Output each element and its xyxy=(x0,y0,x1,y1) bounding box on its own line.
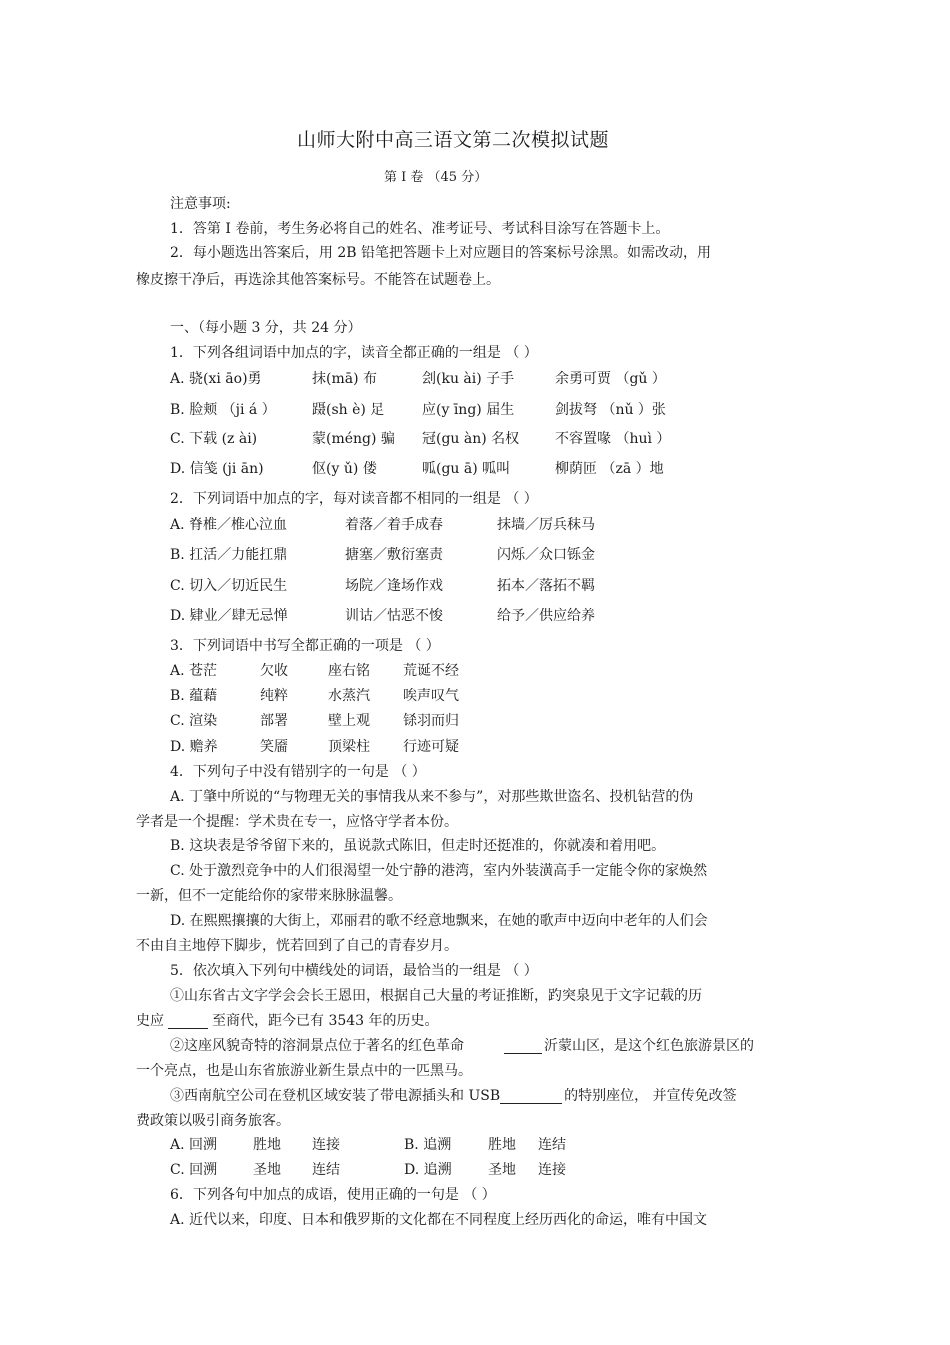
q4-option-d-cont: 不由自主地停下脚步，恍若回到了自己的青春岁月。 xyxy=(136,938,458,954)
q5-sentence-3-text-post: 的特别座位， 并宣传免改签 xyxy=(564,1088,737,1104)
q1-option-b-4: 剑拔弩 （nǔ ）张 xyxy=(555,402,666,418)
q1-option-a-2: 抹(mā) 布 xyxy=(312,371,377,387)
q2-option-b-2: 搪塞／敷衍塞责 xyxy=(345,547,443,563)
q6-stem: 6．下列各句中加点的成语，使用正确的一句是 （ ） xyxy=(170,1187,496,1203)
paper-subtitle: 第 I 卷 （45 分） xyxy=(384,170,488,185)
q5-option-d-3: 连接 xyxy=(538,1162,566,1178)
q1-option-a-1: A. 骁(xi āo)勇 xyxy=(170,371,262,387)
notice-item-1: 1．答第 I 卷前，考生务必将自己的姓名、准考证号、考试科目涂写在答题卡上。 xyxy=(170,221,670,237)
q5-option-a-2: 胜地 xyxy=(253,1137,281,1153)
q5-sentence-3 xyxy=(170,1089,737,1104)
q5-sentence-2-text-post: 沂蒙山区，是这个红色旅游景区的 xyxy=(544,1038,754,1054)
q1-option-c-3: 冠(gu àn) 名权 xyxy=(422,431,520,447)
q3-option-b-4: 唉声叹气 xyxy=(403,688,459,704)
q1-option-b-1: B. 脸颊 （ji á ） xyxy=(170,402,276,418)
answer-blank-3 xyxy=(500,1089,562,1104)
q5-option-c-2: 圣地 xyxy=(253,1162,281,1178)
q3-option-c-3: 壁上观 xyxy=(328,713,370,729)
q2-option-d-1: D. 肄业／肆无忌惮 xyxy=(170,608,288,624)
q2-option-b-3: 闪烁／众口铄金 xyxy=(497,547,595,563)
q1-option-c-2: 蒙(méng) 骗 xyxy=(312,431,395,447)
q3-option-a-1: A. 苍茫 xyxy=(170,663,218,679)
q5-option-b-2: 胜地 xyxy=(488,1137,516,1153)
notice-item-2-cont: 橡皮擦干净后，再选涂其他答案标号。不能答在试题卷上。 xyxy=(136,272,500,288)
notice-heading: 注意事项: xyxy=(170,196,231,212)
q2-option-a-3: 抹墙／厉兵秣马 xyxy=(497,517,595,533)
section-heading: 一、（每小题 3 分，共 24 分） xyxy=(170,320,362,336)
q5-option-a-3: 连接 xyxy=(312,1137,340,1153)
q4-option-d: D. 在熙熙攘攘的大街上，邓丽君的歌不经意地飘来，在她的歌声中迈向中老年的人们会 xyxy=(170,913,708,929)
q5-sentence-1-text-post: 至商代，距今已有 3543 年的历史。 xyxy=(212,1013,439,1029)
q3-option-d-1: D. 赡养 xyxy=(170,739,218,755)
notice-item-2: 2．每小题选出答案后，用 2B 铅笔把答题卡上对应题目的答案标号涂黑。如需改动，用 xyxy=(170,245,712,261)
q5-stem: 5．依次填入下列句中横线处的词语，最恰当的一组是 （ ） xyxy=(170,963,538,979)
q4-option-a: A. 丁肇中所说的“与物理无关的事情我从来不参与”，对那些欺世盗名、投机钻营的伪 xyxy=(170,789,694,805)
q1-option-c-4: 不容置喙 （huì ） xyxy=(555,431,671,447)
q3-option-c-2: 部署 xyxy=(260,713,288,729)
q1-option-b-3: 应(y īng) 届生 xyxy=(422,402,515,418)
q5-sentence-2-cont: 一个亮点，也是山东省旅游业新生景点中的一匹黑马。 xyxy=(136,1063,472,1079)
q4-stem: 4．下列句子中没有错别字的一句是 （ ） xyxy=(170,764,426,780)
q1-option-d-2: 伛(y ǔ) 偻 xyxy=(312,461,377,477)
q4-option-a-cont: 学者是一个提醒：学术贵在专一，应恪守学者本份。 xyxy=(136,814,458,830)
q3-option-d-3: 顶梁柱 xyxy=(328,739,370,755)
q2-stem: 2．下列词语中加点的字，每对读音都不相同的一组是 （ ） xyxy=(170,491,538,507)
q1-option-d-3: 呱(gu ā) 呱叫 xyxy=(422,461,511,477)
q4-option-c-cont: 一新，但不一定能给你的家带来脉脉温馨。 xyxy=(136,888,402,904)
q3-option-d-4: 行迹可疑 xyxy=(403,739,459,755)
q1-option-c-1: C. 下载 (z ài) xyxy=(170,431,258,447)
q2-option-c-3: 拓本／落拓不羁 xyxy=(497,578,595,594)
q1-option-b-2: 蹑(sh è) 足 xyxy=(312,402,385,418)
q6-option-a: A. 近代以来，印度、日本和俄罗斯的文化都在不同程度上经历西化的命运，唯有中国文 xyxy=(170,1212,708,1228)
q2-option-c-1: C. 切入／切近民生 xyxy=(170,578,288,594)
answer-blank-2 xyxy=(504,1039,542,1054)
q5-option-c-1: C. 回溯 xyxy=(170,1162,218,1178)
q3-option-a-2: 欠收 xyxy=(260,663,288,679)
q1-stem: 1．下列各组词语中加点的字，读音全都正确的一组是 （ ） xyxy=(170,345,538,361)
q5-sentence-1: ①山东省古文字学会会长王恩田，根据自己大量的考证推断，趵突泉见于文字记载的历 xyxy=(170,988,702,1004)
q5-option-d-1: D. 追溯 xyxy=(404,1162,452,1178)
q5-sentence-3-text-pre: ③西南航空公司在登机区域安装了带电源插头和 USB xyxy=(170,1088,501,1104)
q3-stem: 3．下列词语中书写全都正确的一项是 （ ） xyxy=(170,638,440,654)
q2-option-b-1: B. 扛活／力能扛鼎 xyxy=(170,547,288,563)
exam-title: 山师大附中高三语文第二次模拟试题 xyxy=(297,129,610,151)
q2-option-c-2: 场院／逢场作戏 xyxy=(345,578,443,594)
q5-option-a-1: A. 回溯 xyxy=(170,1137,218,1153)
q3-option-c-4: 铩羽而归 xyxy=(403,713,459,729)
q1-option-a-3: 刽(ku ài) 子手 xyxy=(422,371,515,387)
q5-sentence-1-text-pre: 史应 xyxy=(136,1013,164,1029)
q5-sentence-2 xyxy=(170,1039,754,1054)
q2-option-a-2: 着落／着手成春 xyxy=(345,517,443,533)
q3-option-a-4: 荒诞不经 xyxy=(403,663,459,679)
q1-option-d-4: 柳荫匝 （zā ）地 xyxy=(555,461,664,477)
q5-option-c-3: 连结 xyxy=(312,1162,340,1178)
q5-option-d-2: 圣地 xyxy=(488,1162,516,1178)
q3-option-c-1: C. 渲染 xyxy=(170,713,218,729)
q5-option-b-3: 连结 xyxy=(538,1137,566,1153)
q3-option-d-2: 笑靥 xyxy=(260,739,288,755)
q5-option-b-1: B. 追溯 xyxy=(404,1137,452,1153)
q3-option-b-1: B. 蕴藉 xyxy=(170,688,218,704)
q5-sentence-1-cont xyxy=(136,1014,439,1029)
q2-option-d-2: 训诂／怙恶不悛 xyxy=(345,608,443,624)
answer-blank-1 xyxy=(168,1014,208,1029)
q1-option-a-4: 余勇可贾 （gǔ ） xyxy=(555,371,666,387)
q5-sentence-3-cont: 费政策以吸引商务旅客。 xyxy=(136,1113,290,1129)
q3-option-a-3: 座右铭 xyxy=(328,663,370,679)
q3-option-b-2: 纯粹 xyxy=(260,688,288,704)
q4-option-c: C. 处于激烈竞争中的人们很渴望一处宁静的港湾，室内外装潢高手一定能令你的家焕然 xyxy=(170,863,708,879)
q5-sentence-2-text-pre: ②这座风貌奇特的溶洞景点位于著名的红色革命 xyxy=(170,1038,464,1054)
q1-option-d-1: D. 信笺 (ji ān) xyxy=(170,461,264,477)
q2-option-d-3: 给予／供应给养 xyxy=(497,608,595,624)
q3-option-b-3: 水蒸汽 xyxy=(328,688,370,704)
q2-option-a-1: A. 脊椎／椎心泣血 xyxy=(170,517,288,533)
q4-option-b: B. 这块表是爷爷留下来的，虽说款式陈旧，但走时还挺准的，你就凑和着用吧。 xyxy=(170,838,666,854)
